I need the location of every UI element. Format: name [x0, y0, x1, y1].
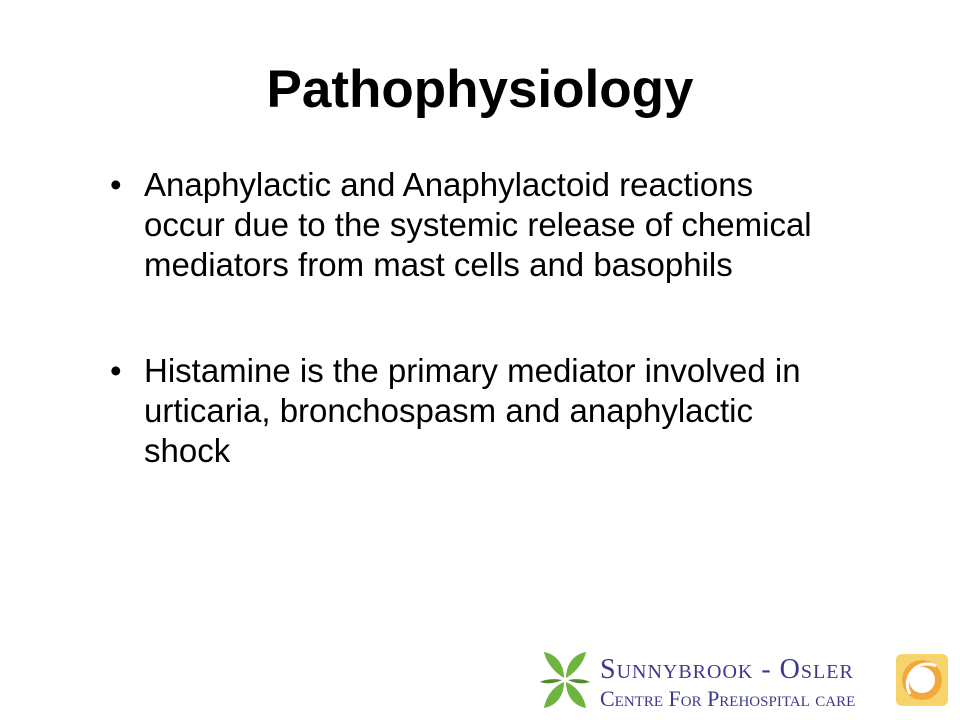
bullet-text: Anaphylactic and Anaphylactoid reactions occur due to the systemic release of chemical mediators from mast cells and basophils [144, 166, 812, 283]
leaf-cluster-icon [540, 650, 590, 710]
bullet-item [108, 351, 828, 471]
sun-circle-icon [896, 654, 948, 706]
bullet-text: Histamine is the primary mediator involved in urticaria, bronchospasm and anaphylactic shock [144, 352, 801, 469]
bullet-marker: • [110, 352, 122, 389]
organization-logo [540, 650, 950, 716]
slide-title: Pathophysiology [266, 60, 694, 119]
bullet-list [108, 165, 828, 537]
bullet-item [108, 165, 828, 285]
logo-name: Sunnybrook - Osler [600, 654, 854, 685]
bullet-marker: • [110, 166, 122, 203]
logo-subtitle: Centre For Prehospital care [600, 686, 856, 711]
